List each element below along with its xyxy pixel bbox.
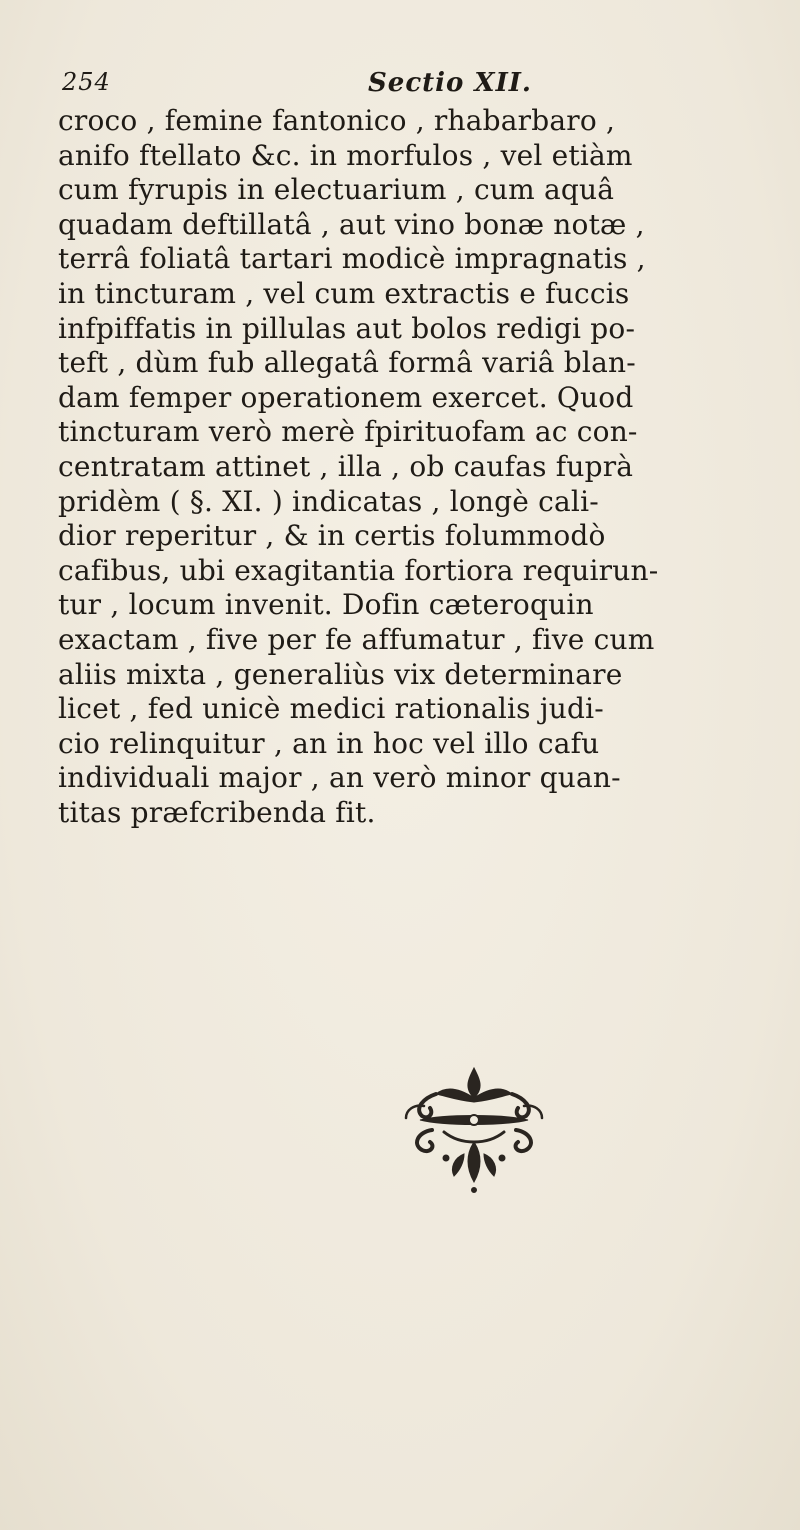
text-line: quadam deftillatâ , aut vino bonæ notæ , <box>58 207 645 241</box>
floral-tailpiece-icon <box>384 1058 564 1198</box>
text-line: cafibus, ubi exagitantia fortiora requirun- <box>58 553 659 587</box>
text-line: anifo ftellato &c. in morfulos , vel etiàm <box>58 138 633 172</box>
page-number: 254 <box>62 68 111 96</box>
text-line: dam femper operationem exercet. Quod <box>58 380 634 414</box>
text-line: titas præfcribenda fit. <box>58 795 376 829</box>
text-line: cio relinquitur , an in hoc vel illo cafu <box>58 726 600 760</box>
text-line: exactam , five per fe affumatur , five cum <box>58 622 655 656</box>
text-line: tincturam verò merè fpirituofam ac con- <box>58 415 638 449</box>
running-head: Sectio XII. <box>368 68 532 98</box>
text-line: licet , fed unicè medici rationalis judi- <box>58 692 604 726</box>
text-line: individuali major , an verò minor quan- <box>58 761 621 795</box>
text-line: dior reperitur , & in certis folummodò <box>58 519 606 553</box>
body-text <box>58 104 778 830</box>
text-line: infpiffatis in pillulas aut bolos redigi po- <box>58 311 636 345</box>
text-line: pridèm ( §. XI. ) indicatas , longè cali- <box>58 484 599 518</box>
text-line: centratam attinet , illa , ob caufas fuprà <box>58 449 634 483</box>
text-line: teft , dùm fub allegatâ formâ variâ blan- <box>58 346 636 380</box>
text-line: aliis mixta , generaliùs vix determinare <box>58 657 623 691</box>
page-header <box>62 68 762 108</box>
text-line: terrâ foliatâ tartari modicè impragnatis , <box>58 242 646 276</box>
text-line: croco , femine fantonico , rhabarbaro , <box>58 104 616 137</box>
text-line: cum fyrupis in electuarium , cum aquâ <box>58 173 615 207</box>
text-line: in tincturam , vel cum extractis e fuccis <box>58 276 630 310</box>
text-line: tur , locum invenit. Dofin cæteroquin <box>58 588 594 622</box>
